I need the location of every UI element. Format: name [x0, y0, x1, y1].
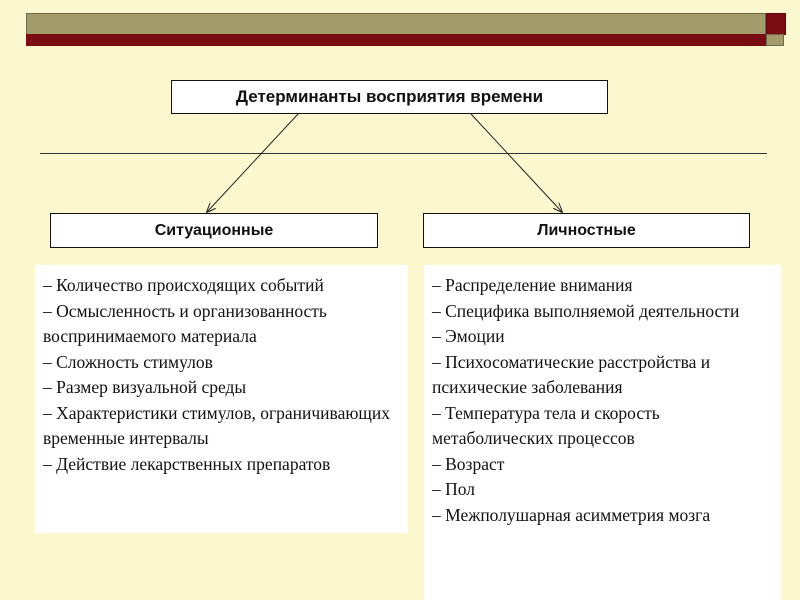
list-item: – Характеристики стимулов, ограничивающих временные интервалы [43, 402, 391, 448]
diagram-title: Детерминанты восприятия времени [171, 80, 608, 114]
list-item: – Специфика выполняемой деятельности [432, 300, 740, 321]
list-item: – Сложность стимулов [43, 351, 213, 372]
list-item: – Осмысленность и организованность воспринимаемого материала [43, 300, 327, 346]
list-item: – Количество происходящих событий [43, 275, 324, 295]
arrow-to-personal [471, 114, 562, 212]
list-item: – Межполушарная асимметрия мозга [432, 504, 711, 525]
personal-list [424, 265, 781, 600]
list-item: – Температура тела и скорость метаболических процессов [432, 402, 660, 448]
list-item: – Распределение внимания [432, 275, 633, 295]
list-item: – Действие лекарственных препаратов [43, 453, 331, 474]
category-situational: Ситуационные [50, 213, 378, 248]
list-item: – Эмоции [432, 326, 505, 346]
list-item: – Пол [432, 479, 476, 499]
list-item: – Размер визуальной среды [43, 377, 247, 397]
situational-list [35, 265, 408, 533]
list-item: – Психосоматические расстройства и психические заболевания [432, 351, 711, 397]
arrow-to-situational [207, 114, 298, 212]
list-item: – Возраст [432, 453, 505, 474]
category-personal: Личностные [423, 213, 750, 248]
